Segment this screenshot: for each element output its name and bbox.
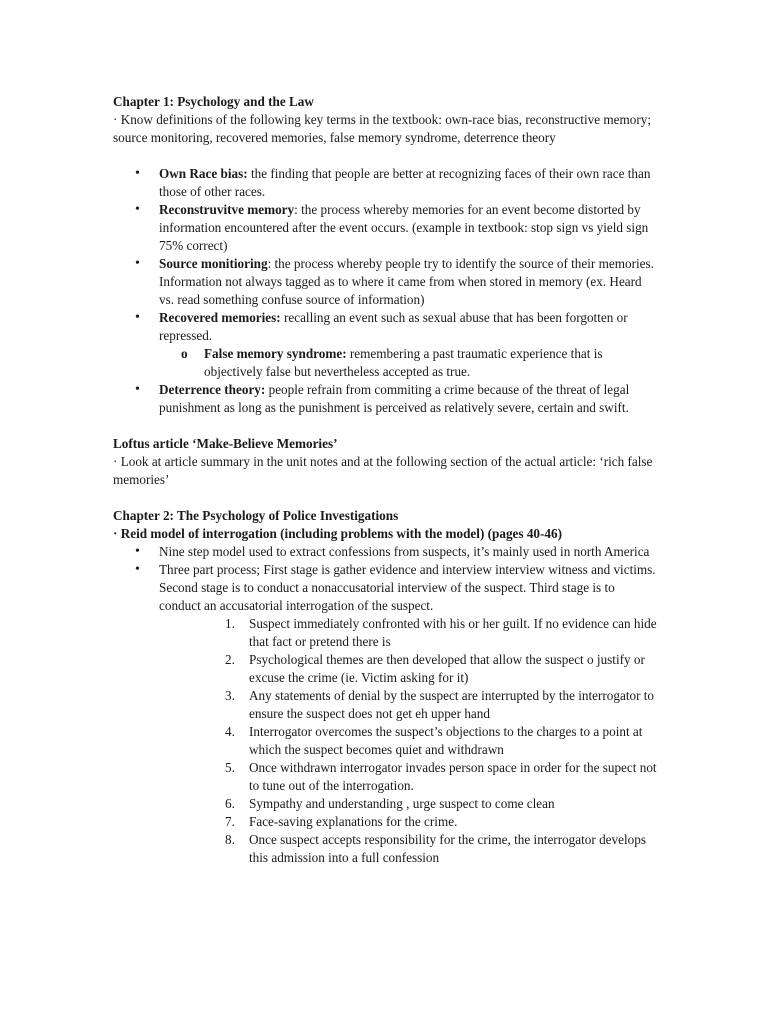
step-text: Any statements of denial by the suspect are interrupted by the interrogator to ensure the suspect does not get eh upper hand [249, 688, 655, 721]
term-definition: the finding that people are better at recognizing faces of their own race than those of other races. [159, 166, 651, 199]
list-item-text: Nine step model used to extract confessions from suspects, it’s mainly used in north America [159, 544, 650, 559]
numbered-item [159, 651, 658, 687]
step-number: 1. [225, 616, 235, 631]
numbered-item [159, 759, 658, 795]
list-item [113, 543, 658, 561]
term-label: Own Race bias: [159, 166, 248, 181]
sub-list [159, 345, 658, 381]
reid-model-list [113, 543, 658, 867]
numbered-item [159, 795, 658, 813]
numbered-item [159, 813, 658, 831]
term-definition: : the process whereby memories for an event become distorted by information encountered after the event occurs. (example in textbook: stop sign vs yield sign 75% correct) [159, 202, 649, 253]
numbered-item [159, 831, 658, 867]
list-item [113, 255, 658, 309]
step-text: Sympathy and understanding , urge suspect to come clean [249, 796, 555, 811]
key-terms-list [113, 165, 658, 417]
step-number: 2. [225, 652, 235, 667]
list-item [113, 381, 658, 417]
loftus-section [113, 435, 658, 489]
sub-bullet-marker: o [181, 346, 188, 361]
step-text: Psychological themes are then developed that allow the suspect o justify or excuse the crime (ie. Victim asking for it) [249, 652, 645, 685]
term-label: Reconstruvitve memory [159, 202, 295, 217]
step-number: 7. [225, 814, 235, 829]
list-item [113, 201, 658, 255]
chapter-1-intro: · Know definitions of the following key terms in the textbook: own-race bias, reconstructive memory; source monitoring, recovered memories, false memory syndrome, deterrence theory [113, 112, 651, 145]
list-item-text: Three part process; First stage is gather evidence and interview interview witness and victims. Second stage is to conduct a nonaccusatorial interview of the suspect. Third stage is to conduct an accusatorial interrogation of the suspect. [159, 562, 656, 613]
term-label: Source monitioring [159, 256, 268, 271]
chapter-1-section [113, 93, 658, 417]
term-label: False memory syndrome: [204, 346, 347, 361]
document-body [113, 93, 658, 885]
list-item [113, 165, 658, 201]
chapter-1-heading: Chapter 1: Psychology and the Law [113, 94, 314, 109]
step-text: Suspect immediately confronted with his or her guilt. If no evidence can hide that fact or pretend there is [249, 616, 657, 649]
term-definition: people refrain from commiting a crime because of the threat of legal punishment as long as the punishment is perceived as relatively severe, certain and swift. [159, 382, 630, 415]
chapter-2-section [113, 507, 658, 867]
step-text: Once withdrawn interrogator invades person space in order for the supect not to tune out of the interrogation. [249, 760, 657, 793]
step-number: 6. [225, 796, 235, 811]
list-item [113, 309, 658, 381]
term-definition: remembering a past traumatic experience that is objectively false but nevertheless accepted as true. [204, 346, 603, 379]
chapter-2-heading: Chapter 2: The Psychology of Police Investigations [113, 508, 399, 523]
term-label: Recovered memories: [159, 310, 281, 325]
numbered-item [159, 615, 658, 651]
loftus-text: · Look at article summary in the unit notes and at the following section of the actual article: ‘rich false memories’ [113, 454, 653, 487]
step-text: Interrogator overcomes the suspect’s objections to the charges to a point at which the suspect becomes quiet and withdrawn [249, 724, 643, 757]
numbered-item [159, 723, 658, 759]
loftus-heading: Loftus article ‘Make-Believe Memories’ [113, 436, 338, 451]
step-number: 8. [225, 832, 235, 847]
step-number: 4. [225, 724, 235, 739]
sub-list-item [159, 345, 658, 381]
list-item [113, 561, 658, 867]
step-text: Once suspect accepts responsibility for the crime, the interrogator develops this admission into a full confession [249, 832, 646, 865]
term-definition: : the process whereby people try to identify the source of their memories. Information not always tagged as to where it came from when stored in memory (ex. Heard vs. read something confuse source of information) [159, 256, 654, 307]
term-label: Deterrence theory: [159, 382, 266, 397]
step-number: 5. [225, 760, 235, 775]
term-definition: recalling an event such as sexual abuse that has been forgotten or repressed. [159, 310, 628, 343]
numbered-item [159, 687, 658, 723]
step-text: Face-saving explanations for the crime. [249, 814, 458, 829]
chapter-2-subheading: · Reid model of interrogation (including problems with the model) (pages 40-46) [113, 526, 562, 541]
step-number: 3. [225, 688, 235, 703]
reid-steps-list [159, 615, 658, 867]
